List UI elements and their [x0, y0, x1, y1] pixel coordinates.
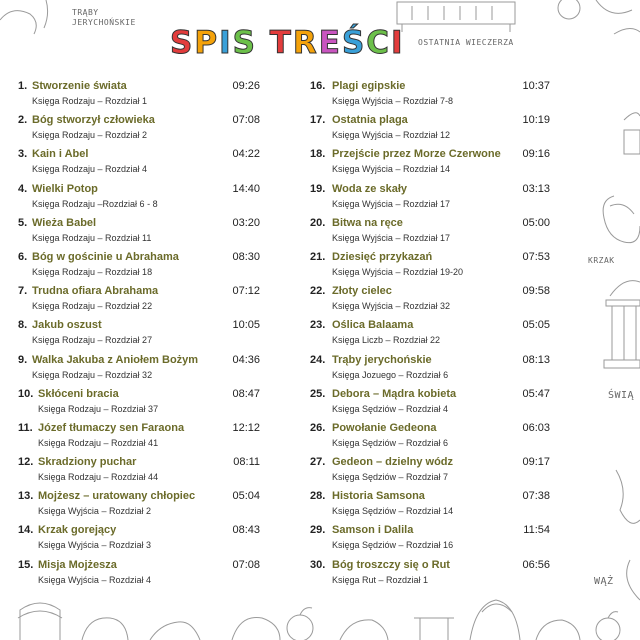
entry-duration: 09:26 [232, 80, 260, 92]
toc-entry [310, 354, 550, 388]
entry-duration: 12:12 [232, 421, 260, 434]
entry-title: Stworzenie świata [32, 80, 127, 92]
toc-entry [310, 183, 550, 217]
entry-source: Księga Wyjścia – Rozdział 4 [38, 574, 151, 585]
entry-title: Trąby jerychońskie [332, 353, 432, 366]
entry-number: 5. [18, 216, 28, 229]
entry-source: Księga Wyjścia – Rozdział 17 [332, 198, 450, 209]
entry-number: 7. [18, 285, 28, 298]
entry-title: Oślica Balaama [332, 319, 414, 332]
entry-number: 14. [18, 524, 34, 537]
entry-title: Złoty cielec [332, 285, 392, 298]
entry-source: Księga Wyjścia – Rozdział 7-8 [332, 96, 453, 106]
title-letter: C [366, 25, 392, 61]
entry-title: Skradziony puchar [38, 456, 137, 469]
entry-title: Skłóceni bracia [38, 387, 119, 400]
toc-entry [310, 524, 550, 558]
entry-source: Księga Wyjścia – Rozdział 17 [332, 232, 450, 243]
title-letter: S [170, 25, 195, 61]
entry-number: 16. [310, 80, 326, 92]
entry-title: Kain i Abel [32, 148, 89, 161]
entry-number: 9. [18, 353, 28, 366]
doodle-label-swia: ŚWIĄ [608, 390, 635, 401]
entry-duration: 09:58 [522, 285, 550, 298]
entry-number: 28. [310, 490, 326, 503]
entry-source: Księga Sędziów – Rozdział 6 [332, 437, 449, 448]
title-letter: R [292, 25, 319, 61]
entry-source: Księga Rodzaju – Rozdział 44 [38, 472, 159, 483]
entry-title: Mojżesz – uratowany chłopiec [38, 490, 196, 503]
toc-entry [18, 354, 260, 388]
toc-entry [310, 217, 550, 251]
entry-number: 4. [18, 182, 28, 195]
entry-duration: 09:16 [522, 148, 550, 161]
entry-source: Księga Rodzaju – Rozdział 18 [32, 266, 153, 277]
entry-duration: 11:54 [523, 524, 550, 537]
entry-duration: 10:05 [232, 319, 260, 332]
entry-source: Księga Wyjścia – Rozdział 12 [332, 130, 450, 141]
entry-title: Trudna ofiara Abrahama [32, 285, 159, 298]
entry-title: Krzak gorejący [38, 524, 117, 537]
entry-number: 8. [18, 319, 28, 332]
entry-source: Księga Rodzaju – Rozdział 11 [32, 232, 152, 243]
title-letter: P [194, 25, 220, 61]
toc-entry [18, 559, 260, 593]
entry-number: 6. [18, 250, 28, 263]
entry-duration: 08:13 [522, 353, 550, 366]
entry-number: 17. [310, 114, 326, 127]
entry-source: Księga Rodzaju –Rozdział 6 - 8 [32, 198, 158, 209]
entry-duration: 06:56 [522, 558, 550, 571]
entry-title: Wielki Potop [32, 182, 98, 195]
entry-duration: 07:53 [522, 250, 550, 263]
entry-source: Księga Rodzaju – Rozdział 37 [38, 403, 159, 414]
title-letter: I [219, 25, 233, 61]
entry-duration: 06:03 [522, 421, 550, 434]
entry-duration: 05:47 [522, 387, 550, 400]
entry-title: Dziesięć przykazań [332, 250, 433, 263]
entry-source: Księga Rodzaju – Rozdział 22 [32, 301, 153, 312]
toc-entry [18, 388, 260, 422]
title-letter: E [318, 25, 342, 61]
entry-number: 20. [310, 216, 326, 229]
toc-entry [310, 422, 550, 456]
entry-duration: 05:04 [232, 490, 260, 503]
toc-entry [310, 80, 550, 114]
toc-column-right [310, 80, 550, 593]
entry-source: Księga Rodzaju – Rozdział 4 [32, 164, 148, 175]
entry-source: Księga Sędziów – Rozdział 16 [332, 540, 454, 551]
entry-number: 2. [18, 114, 28, 127]
title-letter [257, 25, 270, 61]
doodle-label-krzak: KRZAK [588, 256, 615, 265]
entry-title: Historia Samsona [332, 490, 425, 503]
entry-title: Powołanie Gedeona [332, 421, 437, 434]
toc-entry [18, 456, 260, 490]
entry-title: Jakub oszust [32, 319, 102, 332]
entry-source: Księga Rodzaju – Rozdział 1 [32, 96, 148, 106]
entry-source: Księga Rodzaju – Rozdział 2 [32, 130, 148, 141]
toc-entry [18, 114, 260, 148]
entry-source: Księga Wyjścia – Rozdział 2 [38, 506, 151, 517]
doodle-label-waz: WĄŻ [594, 576, 614, 587]
entry-duration: 14:40 [232, 182, 260, 195]
entry-title: Bitwa na ręce [332, 216, 403, 229]
toc-entry [18, 422, 260, 456]
entry-number: 24. [310, 353, 326, 366]
entry-number: 26. [310, 421, 326, 434]
toc-entry [310, 148, 550, 182]
entry-number: 30. [310, 558, 326, 571]
title-letter: Ś [341, 25, 367, 61]
toc-entry [18, 148, 260, 182]
entry-duration: 05:00 [522, 216, 550, 229]
entry-duration: 03:20 [232, 216, 260, 229]
entry-number: 27. [310, 456, 326, 469]
title-letter: S [232, 25, 257, 61]
entry-source: Księga Rodzaju – Rozdział 41 [38, 437, 159, 448]
entry-source: Księga Sędziów – Rozdział 4 [332, 403, 449, 414]
toc-entry [310, 285, 550, 319]
entry-source: Księga Sędziów – Rozdział 7 [332, 472, 449, 483]
entry-duration: 07:08 [232, 558, 260, 571]
toc-entry [310, 456, 550, 490]
doodle-label-wieczerza: OSTATNIA WIECZERZA [418, 38, 514, 47]
toc-entry [18, 319, 260, 353]
entry-number: 15. [18, 558, 34, 571]
entry-title: Gedeon – dzielny wódz [332, 456, 454, 469]
toc-entry [18, 183, 260, 217]
toc-entry [18, 285, 260, 319]
entry-number: 21. [310, 250, 326, 263]
toc-entry [18, 524, 260, 558]
entry-title: Woda ze skały [332, 182, 407, 195]
entry-number: 25. [310, 387, 326, 400]
entry-title: Wieża Babel [32, 216, 97, 229]
entry-source: Księga Rodzaju – Rozdział 27 [32, 335, 153, 346]
entry-source: Księga Rut – Rozdział 1 [332, 574, 429, 585]
entry-number: 18. [310, 148, 326, 161]
entry-title: Ostatnia plaga [332, 114, 408, 127]
entry-title: Debora – Mądra kobieta [332, 387, 457, 400]
entry-title: Samson i Dalila [332, 524, 414, 537]
entry-duration: 04:22 [232, 148, 260, 161]
entry-number: 23. [310, 319, 326, 332]
entry-number: 10. [18, 387, 34, 400]
entry-number: 13. [18, 490, 34, 503]
entry-duration: 05:05 [522, 319, 550, 332]
entry-duration: 03:13 [522, 182, 550, 195]
entry-source: Księga Sędziów – Rozdział 14 [332, 506, 454, 517]
entry-title: Misja Mojżesza [38, 558, 117, 571]
toc-column-left [18, 80, 260, 593]
entry-title: Józef tłumaczy sen Faraona [38, 421, 185, 434]
entry-duration: 08:47 [232, 387, 260, 400]
entry-duration: 04:36 [232, 353, 260, 366]
title-letter: I [391, 25, 405, 61]
toc-entry [310, 388, 550, 422]
entry-source: Księga Jozuego – Rozdział 6 [332, 369, 449, 380]
entry-duration: 10:19 [522, 114, 550, 127]
doodle-label-trabity: TRĄBY [72, 8, 99, 17]
entry-duration: 07:08 [232, 114, 260, 127]
entry-title: Bóg stworzył człowieka [32, 114, 155, 127]
toc-entry [310, 559, 550, 593]
entry-duration: 09:17 [522, 456, 550, 469]
entry-title: Bóg troszczy się o Rut [332, 558, 450, 571]
toc-entry [18, 80, 260, 114]
entry-number: 29. [310, 524, 326, 537]
entry-number: 1. [18, 80, 28, 92]
entry-number: 3. [18, 148, 28, 161]
entry-source: Księga Rodzaju – Rozdział 32 [32, 369, 153, 380]
toc-entry [18, 490, 260, 524]
toc-entry [310, 319, 550, 353]
entry-duration: 08:30 [232, 250, 260, 263]
entry-title: Bóg w gościnie u Abrahama [32, 250, 179, 263]
entry-duration: 08:43 [232, 524, 260, 537]
toc-entry [18, 251, 260, 285]
entry-source: Księga Wyjścia – Rozdział 32 [332, 301, 450, 312]
entry-duration: 07:12 [232, 285, 260, 298]
toc-entry [310, 114, 550, 148]
toc-entry [310, 251, 550, 285]
entry-title: Plagi egipskie [332, 80, 406, 92]
entry-title: Przejście przez Morze Czerwone [332, 148, 501, 161]
page-title [170, 25, 405, 61]
entry-number: 12. [18, 456, 34, 469]
entry-source: Księga Liczb – Rozdział 22 [332, 335, 441, 346]
entry-number: 11. [18, 421, 33, 434]
entry-number: 22. [310, 285, 326, 298]
entry-number: 19. [310, 182, 326, 195]
toc-entry [18, 217, 260, 251]
entry-source: Księga Wyjścia – Rozdział 19-20 [332, 266, 463, 277]
toc-entry [310, 490, 550, 524]
entry-duration: 08:11 [233, 456, 260, 469]
doodle-label-jerychonskie: JERYCHOŃSKIE [72, 18, 136, 27]
entry-source: Księga Wyjścia – Rozdział 3 [38, 540, 151, 551]
entry-duration: 07:38 [522, 490, 550, 503]
entry-duration: 10:37 [522, 80, 550, 92]
title-letter: T [269, 25, 293, 61]
entry-source: Księga Wyjścia – Rozdział 14 [332, 164, 450, 175]
entry-title: Walka Jakuba z Aniołem Bożym [32, 353, 199, 366]
